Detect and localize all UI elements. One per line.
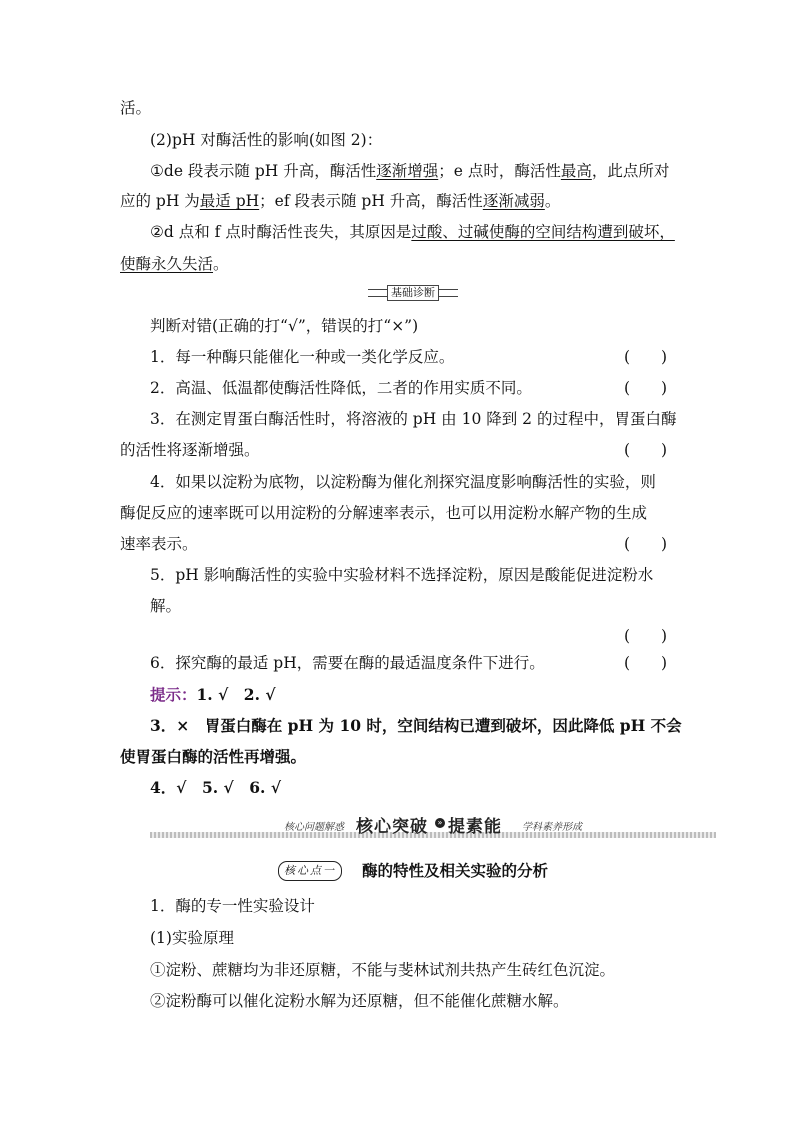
answer-blank: ( ) — [624, 441, 668, 459]
banner-title: 核心突破 — [356, 817, 428, 837]
answer-blank: ( ) — [624, 535, 668, 553]
answer-line: 4．√ 5. √ 6. √ — [150, 778, 282, 797]
banner-left-text: 核心问题解惑 — [284, 822, 344, 833]
section-tag-label: 基础诊断 — [387, 285, 439, 301]
keypoint-badge: 核心点一 — [278, 861, 342, 881]
body-paragraph: ②淀粉酶可以催化淀粉水解为还原糖，但不能催化蔗糖水解。 — [150, 992, 569, 1010]
text-line: 使酶永久失活。 — [120, 255, 229, 273]
banner-strip — [150, 832, 716, 838]
text-line: 应的 pH 为最适 pH；ef 段表示随 pH 升高，酶活性逐渐减弱。 — [120, 192, 561, 210]
body-subheading: (1)实验原理 — [150, 929, 234, 947]
tag-rule — [368, 289, 387, 297]
banner-title-2: 提素能 — [448, 817, 502, 837]
body-paragraph: ①淀粉、蔗糖均为非还原糖，不能与斐林试剂共热产生砖红色沉淀。 — [150, 961, 616, 979]
banner-right-text: 学科素养形成 — [522, 822, 582, 833]
answer-line: 提示：1. √ 2. √ — [150, 685, 276, 704]
quiz-question: 6．探究酶的最适 pH，需要在酶的最适温度条件下进行。 — [150, 654, 545, 672]
answer-blank: ( ) — [624, 627, 668, 645]
answer-blank: ( ) — [624, 348, 668, 366]
text-line: 活。 — [120, 99, 152, 117]
quiz-question: 5．pH 影响酶活性的实验中实验材料不选择淀粉，原因是酸能促进淀粉水 — [150, 566, 654, 584]
hint-label: 提示： — [150, 685, 197, 704]
keypoint-title: 酶的特性及相关实验的分析 — [362, 861, 549, 880]
quiz-question: 酶促反应的速率既可以用淀粉的分解速率表示，也可以用淀粉水解产物的生成 — [120, 504, 648, 522]
text-line: ①de 段表示随 pH 升高，酶活性逐渐增强；e 点时，酶活性最高，此点所对 — [150, 162, 670, 180]
quiz-question: 4．如果以淀粉为底物，以淀粉酶为催化剂探究温度影响酶活性的实验，则 — [150, 473, 656, 491]
section-tag — [368, 285, 458, 301]
quiz-question: 解。 — [150, 597, 182, 615]
quiz-question: 速率表示。 — [120, 535, 198, 553]
section-banner — [150, 812, 716, 840]
text-line: (2)pH 对酶活性的影响(如图 2)： — [150, 131, 383, 149]
tag-rule — [439, 289, 458, 297]
answer-line: 3．× 胃蛋白酶在 pH 为 10 时，空间结构已遭到破坏，因此降低 pH 不会 — [150, 716, 682, 735]
keypoint-heading — [278, 861, 548, 881]
quiz-question: 的活性将逐渐增强。 — [120, 441, 260, 459]
quiz-instruction: 判断对错(正确的打“√”，错误的打“×”) — [150, 317, 419, 335]
text-line: ②d 点和 f 点时酶活性丧失，其原因是过酸、过碱使酶的空间结构遭到破坏， — [150, 223, 675, 241]
quiz-question: 3．在测定胃蛋白酶活性时，将溶液的 pH 由 10 降到 2 的过程中，胃蛋白酶 — [150, 410, 677, 428]
banner-arrow-icon: » — [435, 818, 445, 828]
answer-blank: ( ) — [624, 379, 668, 397]
body-heading: 1．酶的专一性实验设计 — [150, 897, 315, 915]
answer-line: 使胃蛋白酶的活性再增强。 — [120, 747, 307, 766]
answer-blank: ( ) — [624, 654, 668, 672]
quiz-question: 2．高温、低温都使酶活性降低，二者的作用实质不同。 — [150, 379, 532, 397]
quiz-question: 1．每一种酶只能催化一种或一类化学反应。 — [150, 348, 455, 366]
